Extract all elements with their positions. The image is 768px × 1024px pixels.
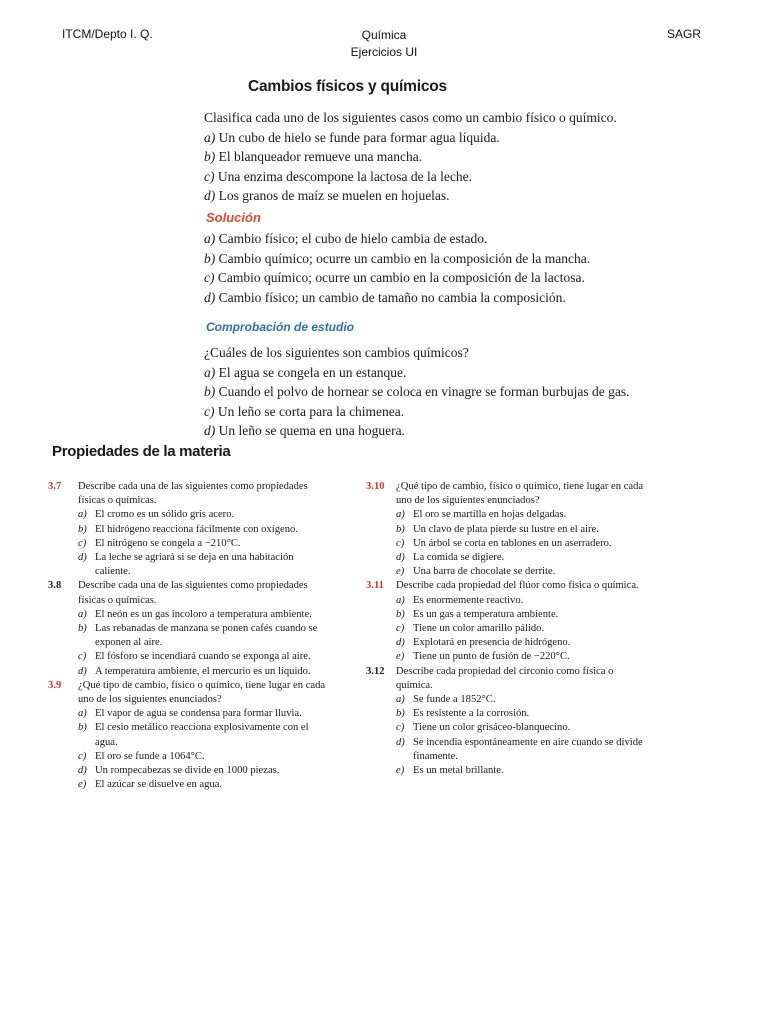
solution-item-b: b) Cambio químico; ocurre un cambio en la composición de la mancha. — [204, 250, 591, 266]
check-heading: Comprobación de estudio — [206, 320, 355, 334]
solution-item-c: c) Cambio químico; ocurre un cambio en la composición de la lactosa. — [204, 270, 585, 285]
problem-number: 3.12 — [366, 665, 385, 677]
problem-option: b) Es resistente a la corrosión. — [396, 708, 530, 720]
problem-option: e) Tiene un punto de fusión de −220°C. — [396, 651, 570, 663]
problem-3-9: 3.9 ¿Qué tipo de cambio, físico o químico, tiene lugar en cada uno de los siguientes enunciados? a) El vapor de agua se condensa para formar lluvia. b) El cesio metálico reacciona explosivamente con el agua. c) El oro se funde a 1064°C. d) Un rompecabezas se divide en 1000 piezas. e) El azúcar se disuelve en agua. — [48, 679, 348, 793]
problem-option: d) Un rompecabezas se divide en 1000 piezas. — [78, 765, 280, 777]
problem-option: e) Es un metal brillante. — [396, 765, 504, 777]
header-right: SAGR — [667, 27, 702, 41]
exercise-item-d: d) Los granos de maíz se muelen en hojuelas. — [204, 188, 450, 203]
problems-column-left — [48, 480, 348, 792]
problem-option: e) El azúcar se disuelve en agua. — [78, 779, 223, 791]
problem-number: 3.11 — [366, 580, 384, 592]
problem-number: 3.9 — [48, 679, 62, 691]
solution-item-d: d) Cambio físico; un cambio de tamaño no cambia la composición. — [204, 289, 566, 305]
exercise-intro: Clasifica cada uno de los siguientes casos como un cambio físico o químico. — [204, 110, 617, 125]
check-block — [204, 343, 630, 441]
problem-option: e) Una barra de chocolate se derrite. — [396, 566, 556, 578]
problem-option: c) Un árbol se corta en tablones en un aserradero. — [396, 537, 612, 549]
section-title-cambios: Cambios físicos y químicos — [248, 78, 447, 95]
problem-option: c) El nitrógeno se congela a −210°C. — [78, 537, 241, 549]
problem-number: 3.10 — [366, 481, 385, 492]
problem-option: d) La leche se agriará si se deja en una habitación caliente. — [78, 552, 294, 578]
exercise-item-c: c) Una enzima descompone la lactosa de la leche. — [204, 168, 473, 184]
section-title-propiedades: Propiedades de la materia — [52, 443, 231, 460]
problem-option: d) Explotará en presencia de hidrógeno. — [396, 637, 571, 649]
check-item-b: b) Cuando el polvo de hornear se coloca en vinagre se forman burbujas de gas. — [204, 384, 630, 399]
problem-option: b) Es un gas a temperatura ambiente. — [396, 608, 559, 620]
check-question: ¿Cuáles de los siguientes son cambios químicos? — [204, 345, 469, 360]
problem-option: c) Tiene un color grisáceo-blanquecino. — [396, 722, 571, 734]
header-subject: Química — [361, 28, 407, 42]
solution-block — [204, 229, 590, 307]
problem-option: a) El neón es un gas incoloro a temperatura ambiente. — [78, 608, 312, 620]
problem-3-10: 3.10 ¿Qué tipo de cambio, físico o químico, tiene lugar en cada uno de los siguientes enunciados? a) El oro se martilla en hojas delgadas. b) Un clavo de plata pierde su lustre en el aire. c) Un árbol se corta en tablones en un aserradero. d) La comida se digiere. e) Una barra de chocolate se derrite. — [366, 480, 686, 579]
solution-item-a: a) Cambio físico; el cubo de hielo cambia de estado. — [204, 231, 488, 246]
problem-option: c) Tiene un color amarillo pálido. — [396, 623, 545, 635]
check-item-d: d) Un leño se quema en una hoguera. — [204, 423, 405, 438]
problem-option: d) La comida se digiere. — [396, 552, 505, 564]
solution-heading: Solución — [206, 210, 261, 225]
problem-option: b) Las rebanadas de manzana se ponen cafés cuando se exponen al aire. — [78, 623, 318, 649]
problem-option: b) Un clavo de plata pierde su lustre en el aire. — [396, 523, 599, 535]
problem-option: a) Es enormemente reactivo. — [396, 594, 524, 606]
check-item-a: a) El agua se congela en un estanque. — [204, 364, 407, 380]
problem-number: 3.7 — [48, 481, 62, 492]
problem-option: a) El oro se martilla en hojas delgadas. — [396, 509, 567, 521]
header-subtitle: Ejercicios UI — [350, 45, 418, 59]
problem-3-8: 3.8 Describe cada una de las siguientes como propiedades físicas o químicas. a) El neón es un gas incoloro a temperatura ambiente. b) Las rebanadas de manzana se ponen cafés cuando se exponen al aire. c) El fósforo se incendiará cuando se exponga al aire. d) A temperatura ambiente, el mercurio es un líquido. — [48, 579, 348, 678]
problem-3-7: 3.7 Describe cada una de las siguientes como propiedades físicas o químicas. a) El cromo es un sólido gris acero. b) El hidrógeno reacciona fácilmente con oxígeno. c) El nitrógeno se congela a −210°C. d) La leche se agriará si se deja en una habitación caliente. — [48, 480, 348, 579]
problem-3-11: 3.11 Describe cada propiedad del flúor como física o química. a) Es enormemente reactivo. b) Es un gas a temperatura ambiente. c) Tiene un color amarillo pálido. d) Explotará en presencia de hidrógeno. e) Tiene un punto de fusión de −220°C. — [366, 579, 686, 664]
problem-option: a) El cromo es un sólido gris acero. — [78, 509, 235, 521]
check-item-c: c) Un leño se corta para la chimenea. — [204, 403, 405, 419]
exercise-block — [204, 108, 617, 206]
problem-option: c) El fósforo se incendiará cuando se exponga al aire. — [78, 651, 311, 663]
problem-option: b) El cesio metálico reacciona explosivamente con el agua. — [78, 722, 309, 748]
header-left: ITCM/Depto I. Q. — [62, 27, 153, 41]
problems-column-right — [366, 480, 686, 778]
exercise-item-a: a) Un cubo de hielo se funde para formar agua líquida. — [204, 129, 500, 145]
problem-number: 3.8 — [48, 580, 62, 592]
problem-option: b) El hidrógeno reacciona fácilmente con oxígeno. — [78, 523, 298, 535]
header-center — [0, 27, 768, 61]
problem-option: a) Se funde a 1852°C. — [396, 694, 496, 706]
problem-option: c) El oro se funde a 1064°C. — [78, 750, 205, 762]
problem-option: d) A temperatura ambiente, el mercurio es un líquido. — [78, 665, 311, 677]
problem-option: d) Se incendia espontáneamente en aire cuando se divide finamente. — [396, 736, 643, 762]
problem-3-12: 3.12 Describe cada propiedad del circonio como física o química. a) Se funde a 1852°C. b) Es resistente a la corrosión. c) Tiene un color grisáceo-blanquecino. d) Se incendia espontáneamente en aire cuando se divide finamente. e) Es un metal brillante. — [366, 665, 686, 779]
exercise-item-b: b) El blanqueador remueve una mancha. — [204, 149, 423, 164]
problem-option: a) El vapor de agua se condensa para formar lluvia. — [78, 708, 302, 720]
